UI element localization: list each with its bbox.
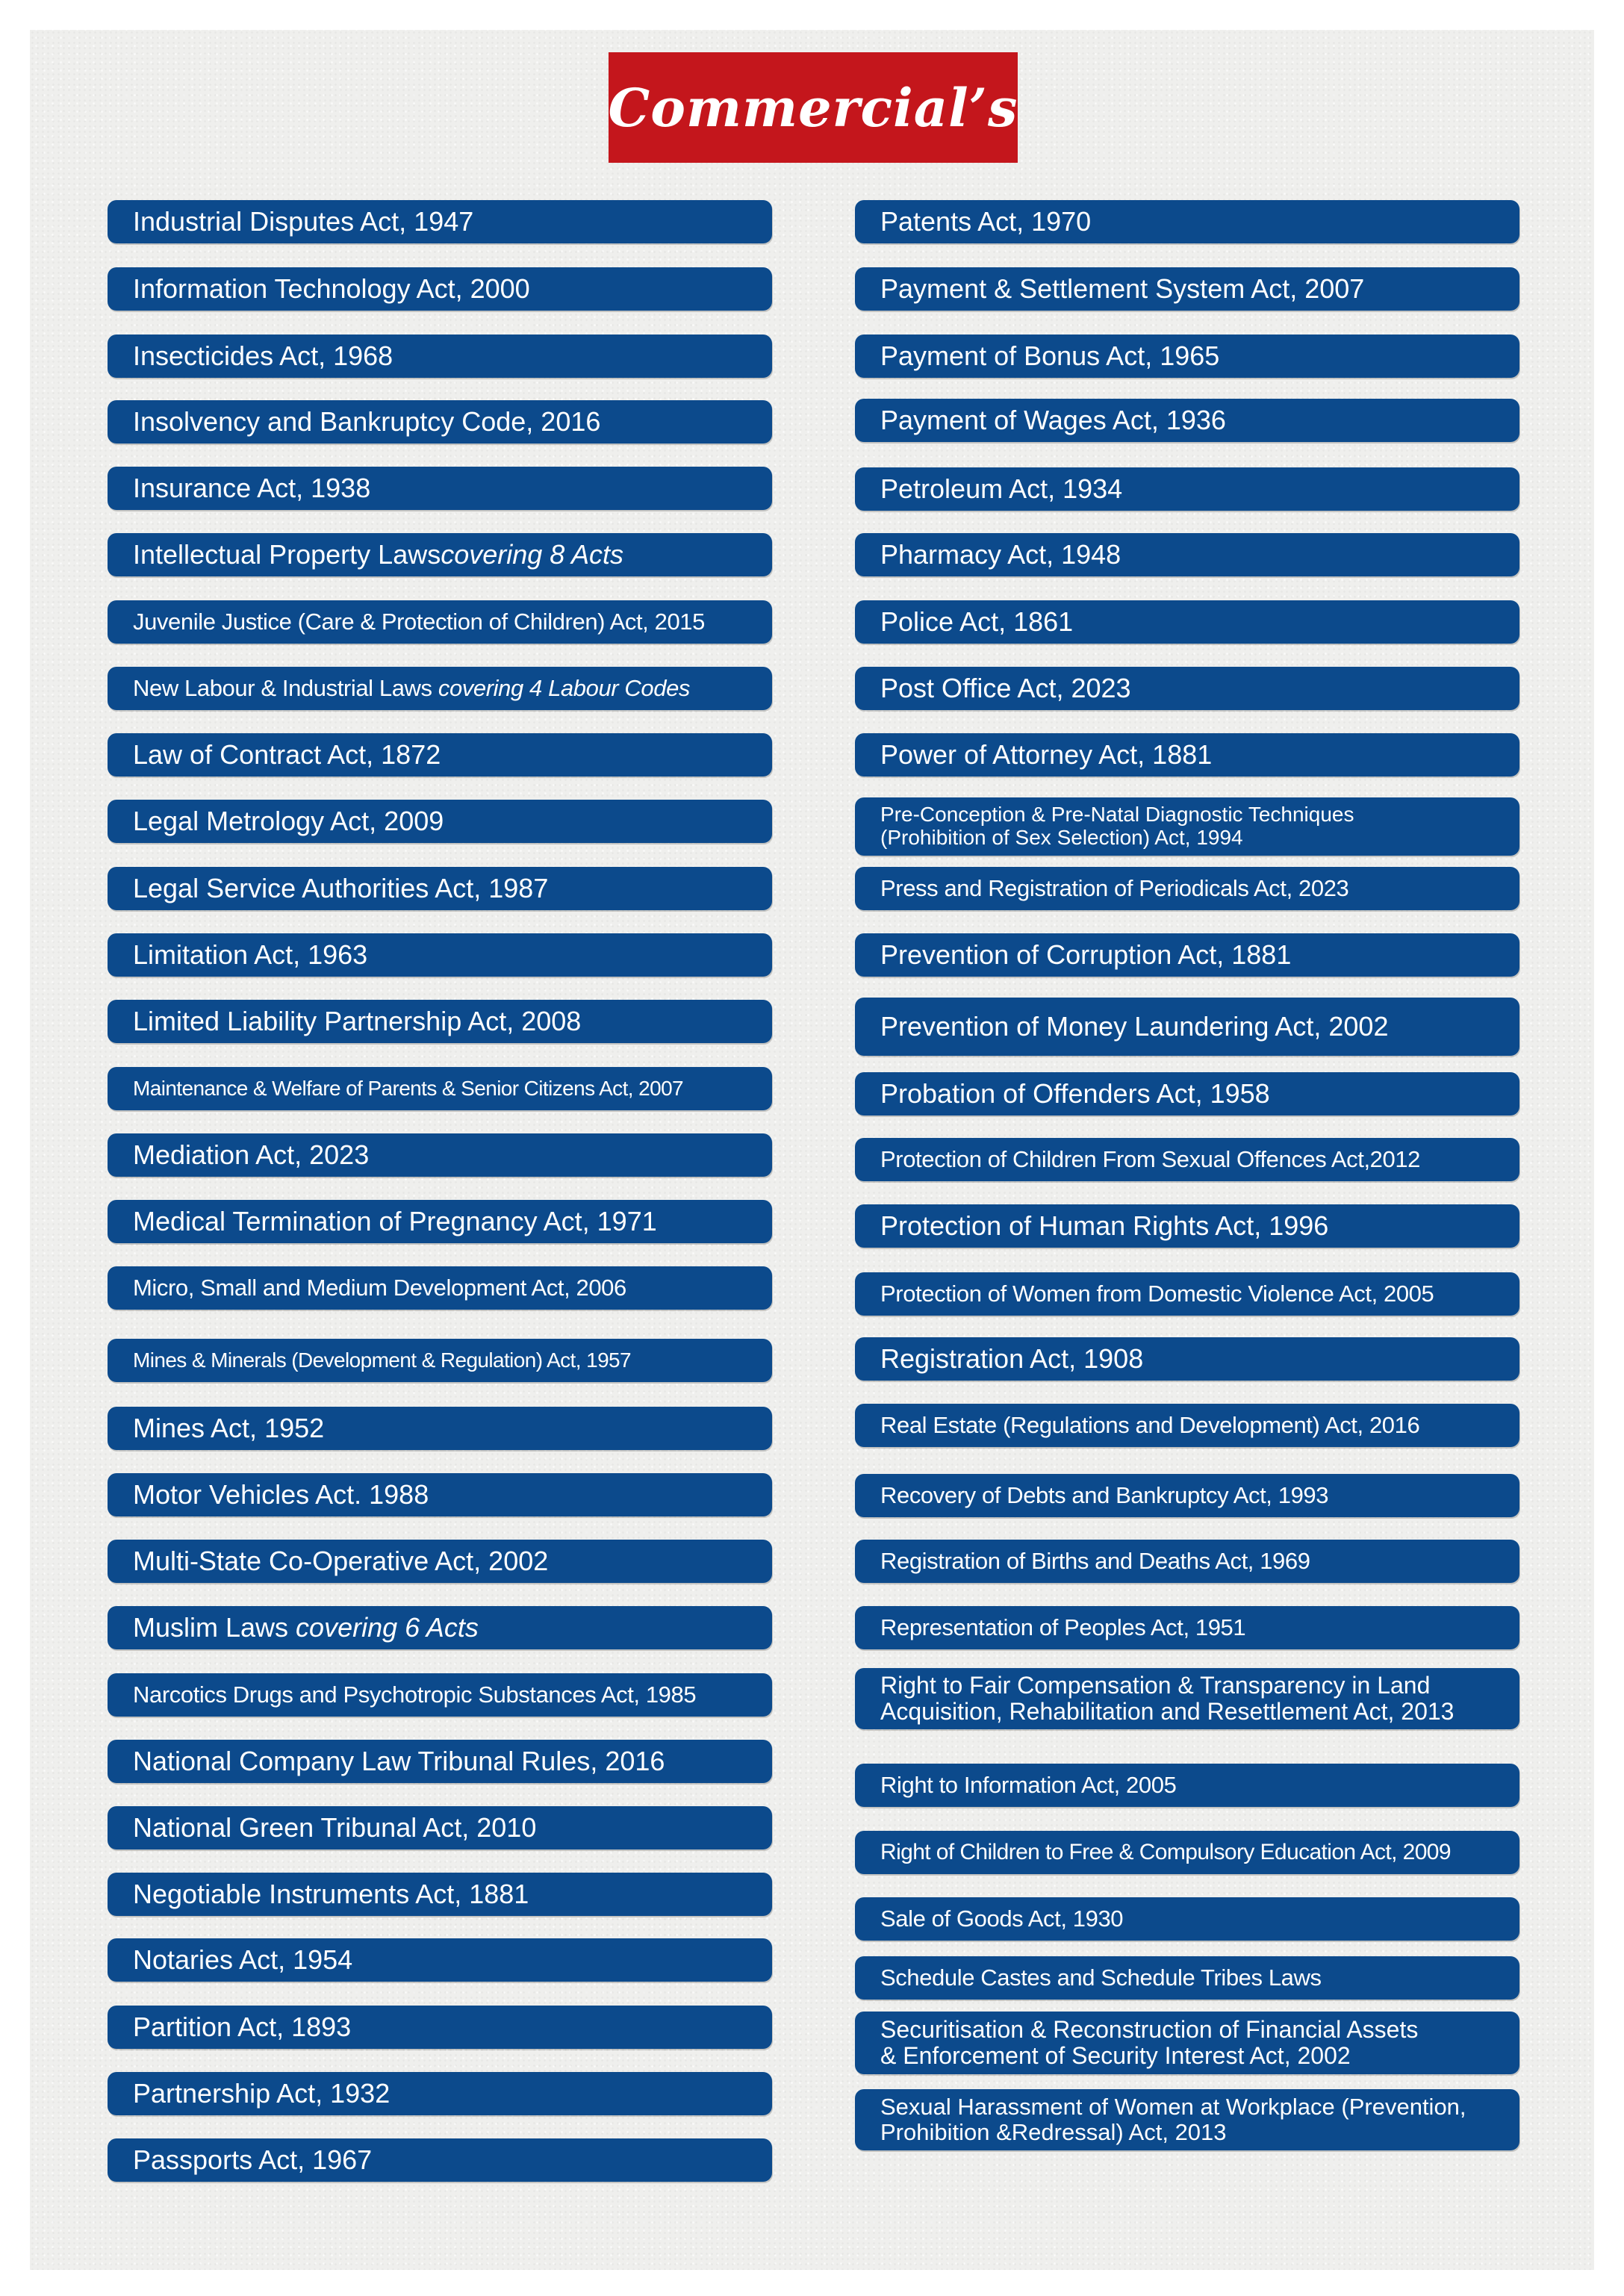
act-item[interactable]: Micro, Small and Medium Development Act, 2006 <box>108 1266 772 1310</box>
act-item[interactable]: Juvenile Justice (Care & Protection of Children) Act, 2015 <box>108 600 772 644</box>
act-item[interactable]: Pre-Conception & Pre-Natal Diagnostic Techniques (Prohibition of Sex Selection) Act, 1994 <box>855 797 1519 856</box>
act-item[interactable]: Industrial Disputes Act, 1947 <box>108 200 772 243</box>
act-item[interactable]: Information Technology Act, 2000 <box>108 267 772 311</box>
act-item[interactable]: Real Estate (Regulations and Development) Act, 2016 <box>855 1404 1519 1447</box>
act-item[interactable]: Right to Information Act, 2005 <box>855 1764 1519 1807</box>
act-item[interactable]: Recovery of Debts and Bankruptcy Act, 1993 <box>855 1474 1519 1517</box>
act-item[interactable]: National Green Tribunal Act, 2010 <box>108 1806 772 1849</box>
act-item[interactable]: Prevention of Money Laundering Act, 2002 <box>855 998 1519 1056</box>
act-item[interactable]: Schedule Castes and Schedule Tribes Laws <box>855 1956 1519 2000</box>
act-item[interactable]: Registration Act, 1908 <box>855 1337 1519 1381</box>
title-banner <box>609 52 1018 163</box>
act-item[interactable]: Registration of Births and Deaths Act, 1969 <box>855 1540 1519 1583</box>
act-item[interactable]: Sale of Goods Act, 1930 <box>855 1897 1519 1941</box>
act-item[interactable]: Mediation Act, 2023 <box>108 1133 772 1177</box>
act-item[interactable]: Medical Termination of Pregnancy Act, 1971 <box>108 1200 772 1243</box>
act-item[interactable]: Representation of Peoples Act, 1951 <box>855 1606 1519 1649</box>
act-item[interactable]: Insolvency and Bankruptcy Code, 2016 <box>108 400 772 444</box>
act-item[interactable]: Legal Service Authorities Act, 1987 <box>108 867 772 910</box>
left-column <box>108 200 772 2186</box>
page-title: Commercial’s <box>608 76 1018 139</box>
act-item[interactable]: Payment & Settlement System Act, 2007 <box>855 267 1519 311</box>
act-item[interactable]: Petroleum Act, 1934 <box>855 467 1519 511</box>
act-item[interactable]: Protection of Women from Domestic Violence Act, 2005 <box>855 1272 1519 1316</box>
act-item[interactable]: Police Act, 1861 <box>855 600 1519 644</box>
act-item[interactable]: New Labour & Industrial Laws covering 4 Labour Codes <box>108 667 772 710</box>
act-item[interactable]: Passports Act, 1967 <box>108 2138 772 2182</box>
act-item[interactable]: Protection of Children From Sexual Offences Act,2012 <box>855 1138 1519 1181</box>
act-item[interactable]: Right to Fair Compensation & Transparency in Land Acquisition, Rehabilitation and Resettlement Act, 2013 <box>855 1668 1519 1729</box>
act-item[interactable]: Insurance Act, 1938 <box>108 467 772 510</box>
act-item[interactable]: Negotiable Instruments Act, 1881 <box>108 1873 772 1916</box>
act-item[interactable]: Partition Act, 1893 <box>108 2006 772 2049</box>
act-item[interactable]: Prevention of Corruption Act, 1881 <box>855 933 1519 977</box>
act-item[interactable]: Mines & Minerals (Development & Regulation) Act, 1957 <box>108 1339 772 1382</box>
act-item[interactable]: Notaries Act, 1954 <box>108 1938 772 1982</box>
act-item[interactable]: Press and Registration of Periodicals Act, 2023 <box>855 867 1519 910</box>
act-item[interactable]: Securitisation & Reconstruction of Financial Assets & Enforcement of Security Interest Act, 2002 <box>855 2012 1519 2074</box>
act-item[interactable]: Motor Vehicles Act. 1988 <box>108 1473 772 1516</box>
act-item[interactable]: Patents Act, 1970 <box>855 200 1519 243</box>
act-item[interactable]: Intellectual Property Lawscovering 8 Acts <box>108 533 772 576</box>
act-item[interactable]: Law of Contract Act, 1872 <box>108 733 772 777</box>
act-item[interactable]: Pharmacy Act, 1948 <box>855 533 1519 576</box>
act-item[interactable]: Payment of Wages Act, 1936 <box>855 399 1519 442</box>
act-item[interactable]: Insecticides Act, 1968 <box>108 335 772 378</box>
act-item[interactable]: Multi-State Co-Operative Act, 2002 <box>108 1540 772 1583</box>
act-italic-note: covering 8 Acts <box>441 538 623 570</box>
act-item[interactable]: Post Office Act, 2023 <box>855 667 1519 710</box>
act-item[interactable]: Mines Act, 1952 <box>108 1407 772 1450</box>
act-item[interactable]: Limited Liability Partnership Act, 2008 <box>108 1000 772 1043</box>
act-item[interactable]: Right of Children to Free & Compulsory Education Act, 2009 <box>855 1831 1519 1874</box>
act-item[interactable]: Payment of Bonus Act, 1965 <box>855 335 1519 378</box>
act-item[interactable]: Muslim Laws covering 6 Acts <box>108 1606 772 1649</box>
act-item[interactable]: Narcotics Drugs and Psychotropic Substances Act, 1985 <box>108 1673 772 1717</box>
act-italic-note: covering 6 Acts <box>296 1611 479 1643</box>
act-item[interactable]: Sexual Harassment of Women at Workplace (Prevention, Prohibition &Redressal) Act, 2013 <box>855 2089 1519 2150</box>
act-italic-note: covering 4 Labour Codes <box>438 674 691 701</box>
act-item[interactable]: Probation of Offenders Act, 1958 <box>855 1072 1519 1116</box>
act-item[interactable]: Partnership Act, 1932 <box>108 2072 772 2115</box>
right-column <box>855 200 1519 2186</box>
act-item[interactable]: Legal Metrology Act, 2009 <box>108 800 772 843</box>
act-item[interactable]: Maintenance & Welfare of Parents & Senior Citizens Act, 2007 <box>108 1067 772 1110</box>
act-item[interactable]: National Company Law Tribunal Rules, 2016 <box>108 1740 772 1783</box>
act-item[interactable]: Limitation Act, 1963 <box>108 933 772 977</box>
act-item[interactable]: Power of Attorney Act, 1881 <box>855 733 1519 777</box>
act-item[interactable]: Protection of Human Rights Act, 1996 <box>855 1204 1519 1248</box>
